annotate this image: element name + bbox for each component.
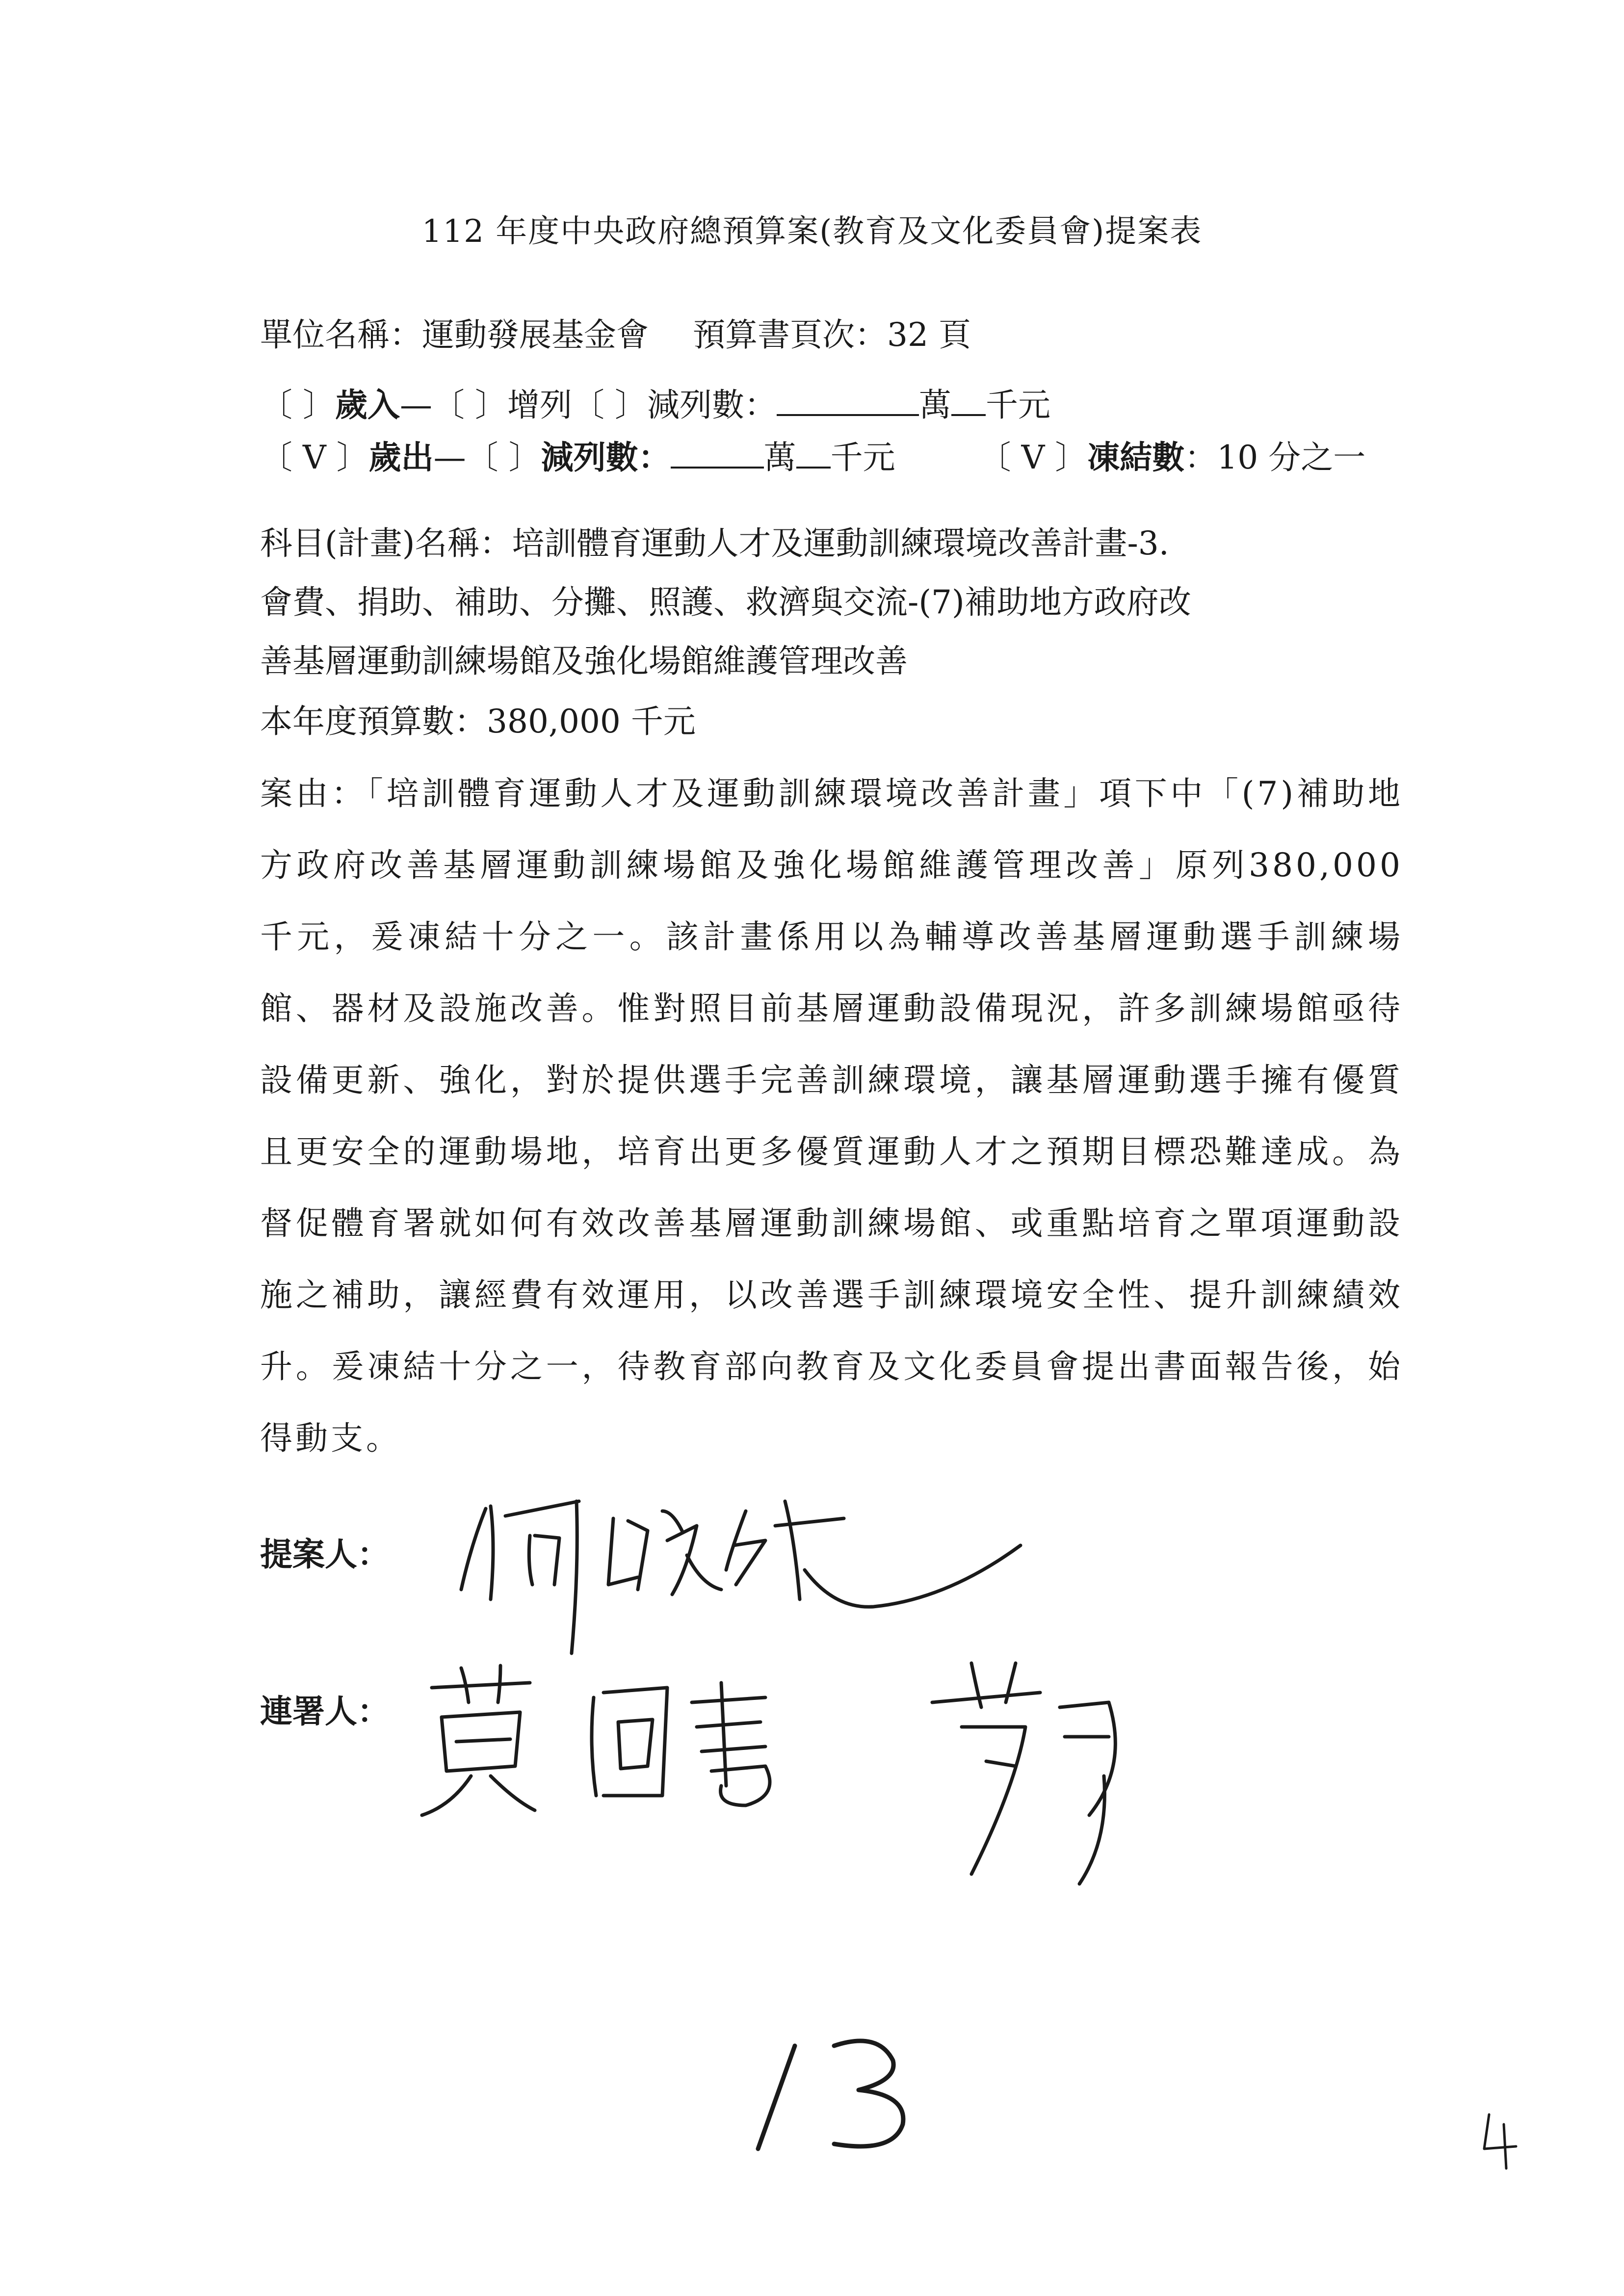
subject-line-1: 科目(計畫)名稱：培訓體育運動人才及運動訓練環境改善計畫-3. (260, 524, 1169, 562)
unit-label: 單位名稱： (260, 316, 422, 354)
wan-unit: 萬 (918, 386, 951, 424)
expense-line (260, 438, 1365, 474)
freeze-value: ：10 分之一 (1184, 439, 1366, 476)
revenue-dash: — (399, 386, 432, 424)
freeze-checkbox: 〔 V 〕 (978, 439, 1088, 476)
revenue-label: 歲入 (335, 386, 400, 424)
handwritten-page-number (758, 2041, 903, 2149)
proposer-label: 提案人： (260, 1536, 390, 1573)
wan-blank (777, 386, 919, 416)
cosigner-signature-1 (422, 1666, 770, 1815)
revenue-line (260, 386, 1050, 424)
qian-unit: 千元 (985, 386, 1050, 424)
expense-wan-blank (671, 438, 764, 469)
expense-decrease-label: 減列數： (541, 438, 671, 476)
decrease-checkbox: 〔 〕 (572, 386, 647, 424)
subject-line-3: 善基層運動訓練場館及強化場館維護管理改善 (260, 642, 908, 680)
proposer-signature (461, 1501, 1021, 1653)
expense-qian-unit: 千元 (830, 439, 895, 476)
qian-blank (951, 386, 986, 416)
increase-label: 增列 (507, 386, 572, 424)
freeze-label: 凍結數 (1087, 438, 1185, 476)
expense-wan-unit: 萬 (763, 439, 796, 476)
expense-label: 歲出 (368, 438, 434, 476)
expense-decrease-checkbox: 〔 〕 (466, 439, 541, 476)
increase-checkbox: 〔 〕 (432, 386, 507, 424)
corner-mark (1484, 2114, 1516, 2168)
decrease-label: 減列數： (647, 386, 777, 424)
unit-value: 運動發展基金會 (422, 316, 649, 354)
page-value: 32 頁 (887, 316, 971, 354)
revenue-checkbox: 〔 〕 (260, 386, 335, 424)
unit-line (260, 316, 971, 354)
page-label: 預算書頁次： (693, 316, 887, 354)
expense-qian-blank (796, 438, 831, 469)
budget-amount: 本年度預算數：380,000 千元 (260, 703, 696, 740)
cosigner-signature-2 (932, 1663, 1115, 1884)
cosigner-label: 連署人： (260, 1693, 390, 1730)
subject-line-2: 會費、捐助、補助、分攤、照護、救濟與交流-(7)補助地方政府改 (260, 583, 1191, 621)
expense-dash: — (433, 439, 466, 476)
document-title: 112 年度中央政府總預算案(教育及文化委員會)提案表 (421, 213, 1203, 250)
expense-checkbox: 〔 V 〕 (260, 439, 369, 476)
case-reason: 案由：「培訓體育運動人才及運動訓練環境改善計畫」項下中「(7)補助地方政府改善基層運動訓練場館及強化場館維護管理改善」原列380,000 千元，爰凍結十分之一。該計畫係用以為輔導改善基層運動選手訓練場館、器材及設施改善。惟對照目前基層運動設備現況，許多訓練場館亟待設備更新、強化，對於提供選手完善訓練環境，讓基層運動選手擁有優質且更安全的運動場地，培育出更多優質運動人才之預期目標恐難達成。為督促體育署就如何有效改善基層運動訓練場館、或重點培育之單項運動設施之補助，讓經費有效運用，以改善選手訓練環境安全性、提升訓練績效升。爰凍結十分之一，待教育部向教育及文化委員會提出書面報告後，始得動支。 (260, 775, 1403, 1457)
